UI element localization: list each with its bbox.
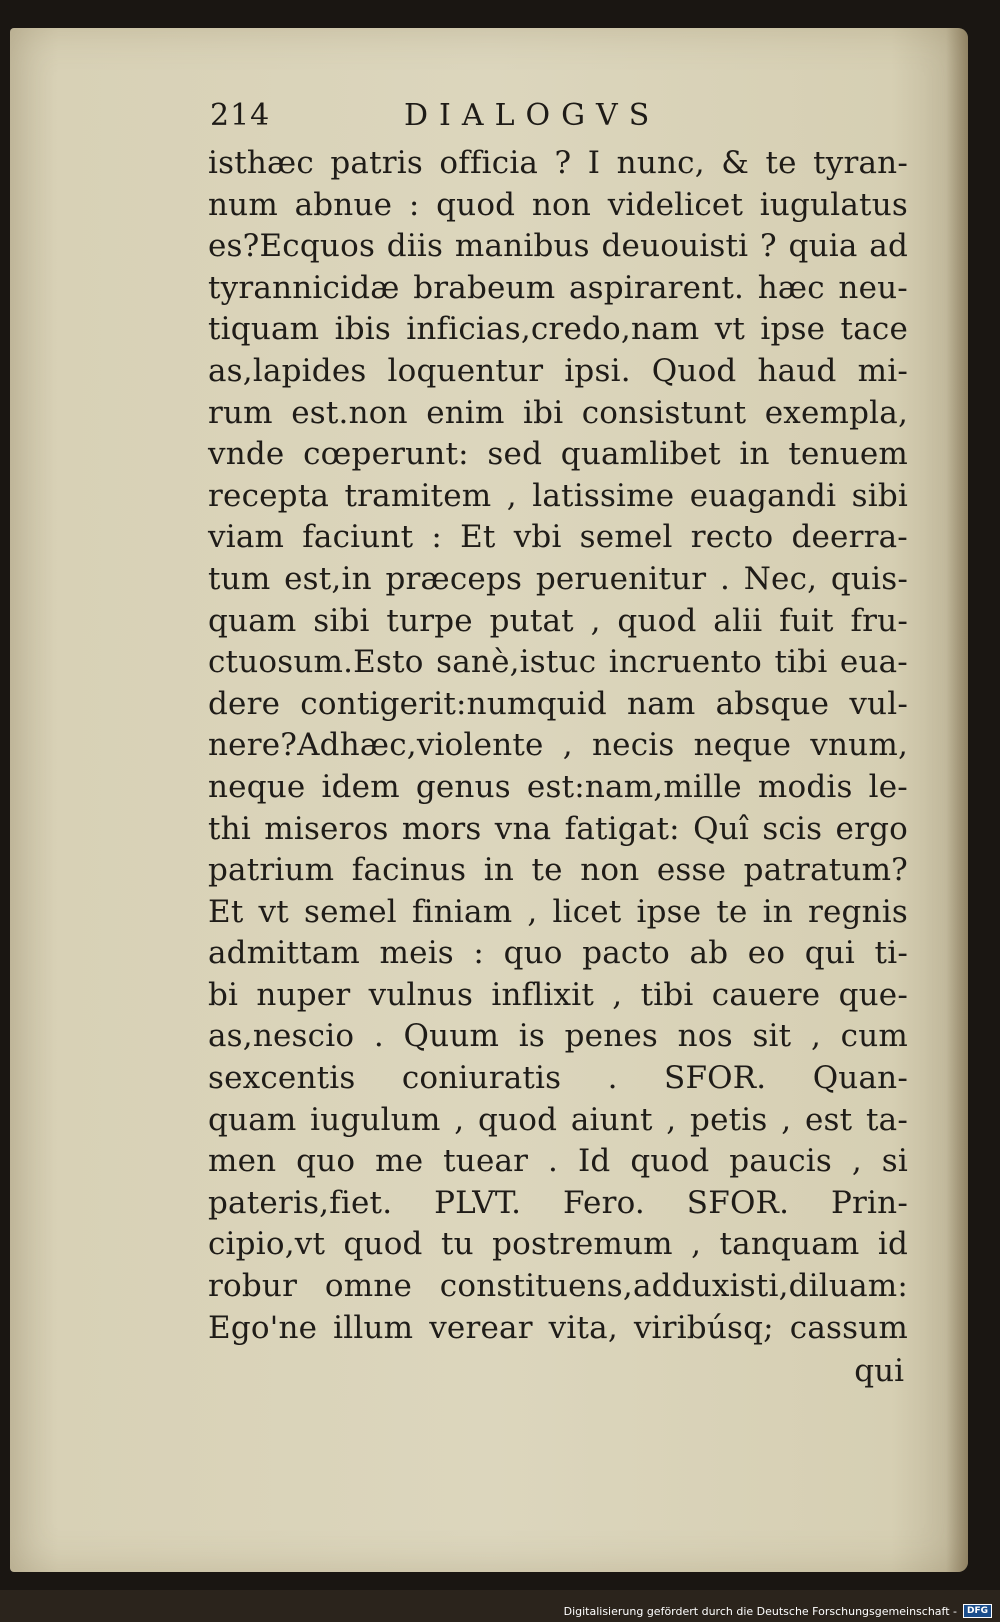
credit-text: Digitalisierung gefördert durch die Deutsche Forschungsgemeinschaft - xyxy=(563,1604,957,1618)
text-line: viam faciunt : Et vbi semel recto deerra- xyxy=(208,519,908,556)
text-line: tyrannicidæ brabeum aspirarent. hæc neu- xyxy=(208,269,908,306)
digitization-credit xyxy=(564,1604,992,1618)
text-line: patrium facinus in te non esse patratum? xyxy=(208,852,908,889)
page-number: 214 xyxy=(210,98,271,133)
text-line: as,nescio . Quum is penes nos sit , cum xyxy=(208,1018,908,1055)
text-line: recepta tramitem , latissime euagandi sibi xyxy=(208,477,908,514)
text-line: neque idem genus est:nam,mille modis le- xyxy=(208,768,908,805)
text-line: thi miseros mors vna fatigat: Quî scis ergo xyxy=(208,810,908,847)
text-line: men quo me tuear . Id quod paucis , si xyxy=(208,1143,908,1180)
body-text xyxy=(208,143,908,1349)
text-line: Ego'ne illum verear vita, viribúsq; cassum xyxy=(208,1309,908,1346)
text-line: quam iugulum , quod aiunt , petis , est ta- xyxy=(208,1101,908,1138)
catchword: qui xyxy=(854,1353,904,1389)
page-gutter-shadow xyxy=(946,28,968,1572)
text-line: bi nuper vulnus inflixit , tibi cauere que- xyxy=(208,976,908,1013)
text-line: dere contigerit:numquid nam absque vul- xyxy=(208,685,908,722)
text-line: admittam meis : quo pacto ab eo qui ti- xyxy=(208,935,908,972)
page-header xyxy=(210,98,910,140)
text-line: nere?Adhæc,violente , necis neque vnum, xyxy=(208,727,908,764)
text-line: Et vt semel finiam , licet ipse te in regnis xyxy=(208,893,908,930)
text-line: as,lapides loquentur ipsi. Quod haud mi- xyxy=(208,352,908,389)
text-line: pateris,fiet. PLVT. Fero. SFOR. Prin- xyxy=(208,1184,908,1221)
text-line: isthæc patris officia ? I nunc, & te tyran- xyxy=(208,145,908,181)
running-title: DIALOGVS xyxy=(404,98,661,133)
text-line: tum est,in præceps peruenitur . Nec, quis- xyxy=(208,560,908,597)
text-line: quam sibi turpe putat , quod alii fuit fru- xyxy=(208,602,908,639)
dfg-logo: DFG xyxy=(963,1604,992,1618)
text-line: es?Ecquos diis manibus deuouisti ? quia ad xyxy=(208,228,908,265)
text-line: num abnue : quod non videlicet iugulatus xyxy=(208,186,908,223)
text-line: cipio,vt quod tu postremum , tanquam id xyxy=(208,1226,908,1263)
text-line: tiquam ibis inficias,credo,nam vt ipse tace xyxy=(208,311,908,348)
text-line: rum est.non enim ibi consistunt exempla, xyxy=(208,394,908,431)
text-line: vnde cœperunt: sed quamlibet in tenuem xyxy=(208,436,908,473)
text-line: ctuosum.Esto sanè,istuc incruento tibi eua- xyxy=(208,644,908,681)
text-line: robur omne constituens,adduxisti,diluam: xyxy=(208,1268,908,1305)
text-line: sexcentis coniuratis . SFOR. Quan- xyxy=(208,1060,908,1097)
